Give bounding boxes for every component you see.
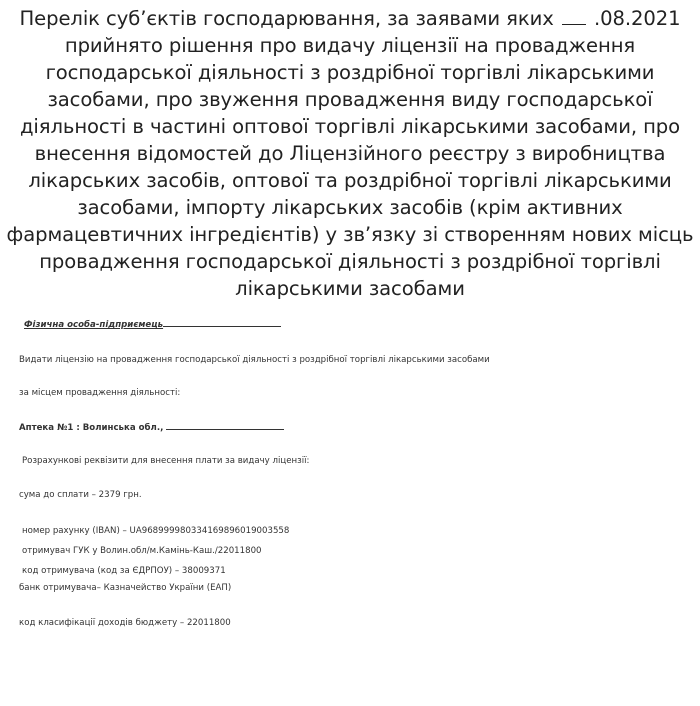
place-label: за місцем провадження діяльності:	[19, 388, 181, 398]
pharmacy-address: Аптека №1 : Волинська обл.,	[19, 423, 164, 433]
title-part-1: Перелік суб’єктів господарювання, за заявами яких	[19, 7, 554, 30]
decision-text: Видати ліцензію на провадження господарської діяльності з роздрібної торгівлі лікарськими засобами	[19, 355, 490, 365]
entity-type-label: Фізична особа-підприємець	[24, 320, 164, 330]
pharmacy-address-blank	[166, 420, 284, 430]
payment-budget-code: код класифікації доходів бюджету – 22011800	[19, 618, 231, 628]
title-part-2: .08.2021 прийнято рішення про видачу ліцензії на провадження господарської діяльності з роздрібної торгівлі лікарськими засобами, про звуження провадження виду господарської діяльності в частині оптової торгівлі лікарськими засобами, про внесення відомостей до Ліцензійного реєстру з виробництва лікарських засобів, оптової та роздрібної торгівлі лікарськими засобами, імпорту лікарських засобів (крім активних фармацевтичних інгредієнтів) у зв’язку зі створенням нових місць провадження господарської діяльності з роздрібної торгівлі лікарськими засобами	[6, 7, 694, 300]
payment-recipient: отримувач ГУК у Волин.обл/м.Камінь-Каш./22011800	[22, 546, 262, 556]
payment-iban: номер рахунку (IBAN) – UA968999980334169896019003558	[22, 526, 290, 536]
payment-bank: банк отримувача– Казначейство України (ЕАП)	[19, 583, 232, 593]
entity-name-blank	[163, 317, 281, 327]
entity-row	[24, 317, 281, 331]
payment-edrpou: код отримувача (код за ЄДРПОУ) – 38009371	[22, 566, 226, 576]
pharmacy-row	[19, 420, 284, 434]
payment-heading: Розрахункові реквізити для внесення плати за видачу ліцензії:	[22, 456, 310, 466]
payment-amount: сума до сплати – 2379 грн.	[19, 490, 142, 500]
